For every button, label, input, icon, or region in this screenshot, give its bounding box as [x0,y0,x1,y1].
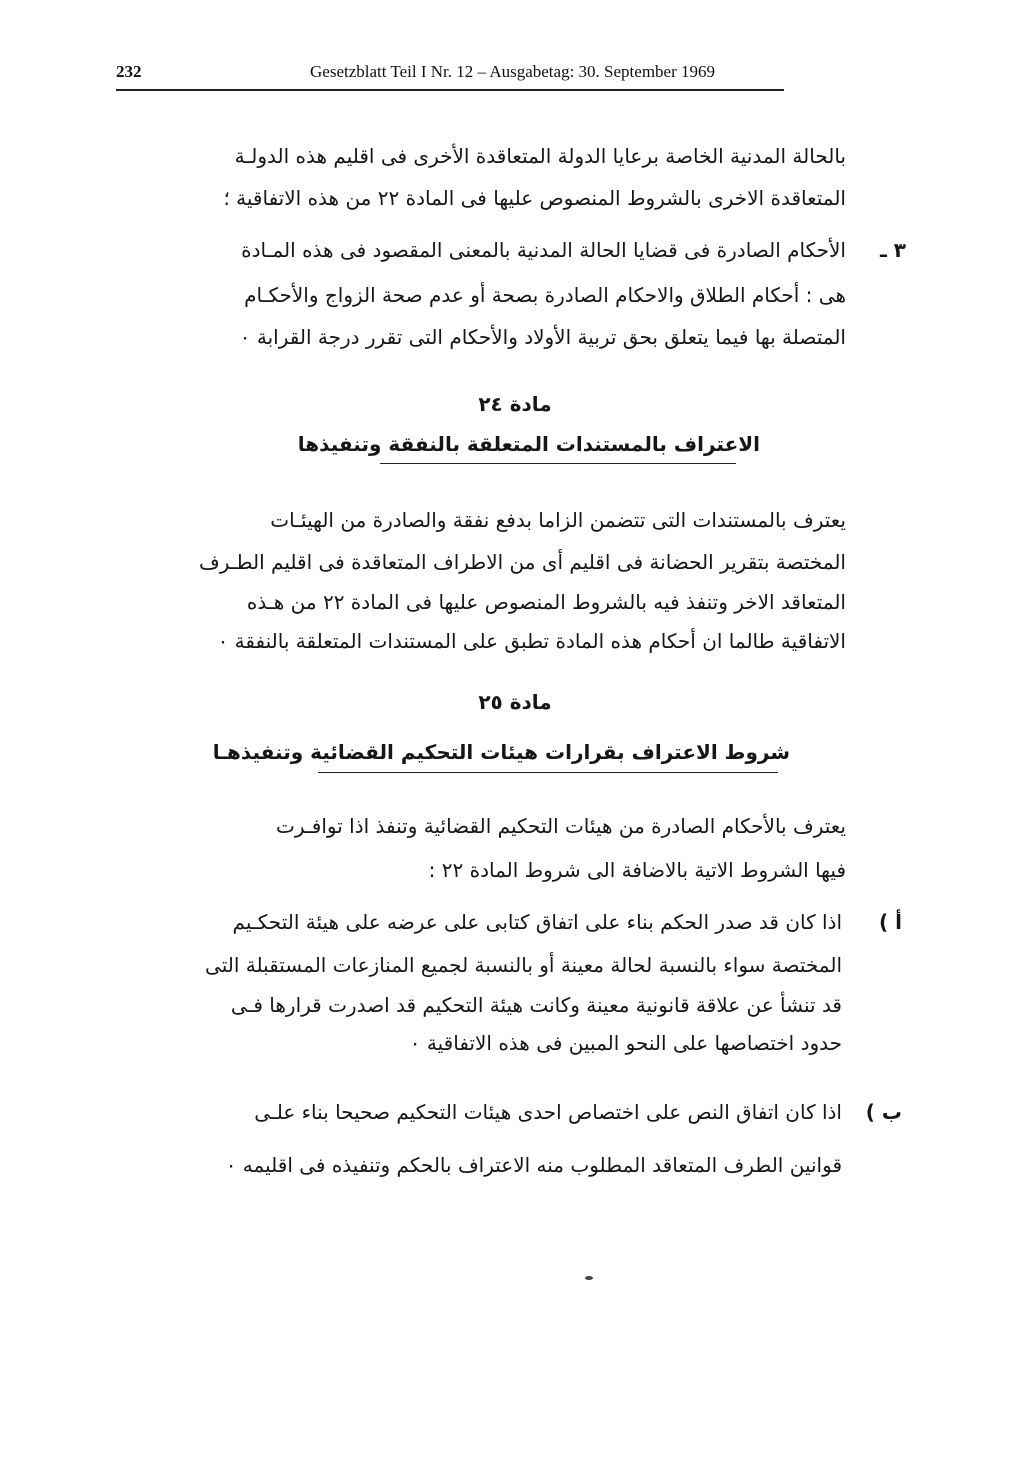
item-a-line-4: حدود اختصاصها على النحو المبين فى هذه الاتفاقية ٠ [409,1031,842,1055]
item-3-line-1: الأحكام الصادرة فى قضايا الحالة المدنية بالمعنى المقصود فى هذه المـادة [241,238,846,262]
article-25-title: شروط الاعتراف بقرارات هيئات التحكيم القضائية وتنفيذهـا [212,740,790,764]
item-b-marker: ب ) [865,1100,902,1124]
header-divider [116,89,784,91]
item-3-marker: ٣ ـ [879,238,906,262]
item-b-line-2: قوانين الطرف المتعاقد المطلوب منه الاعتراف بالحكم وتنفيذه فى اقليمه ٠ [225,1153,842,1177]
article-25-intro-line-1: يعترف بالأحكام الصادرة من هيئات التحكيم القضائية وتنفذ اذا توافـرت [276,814,846,838]
item-3-line-2: هى : أحكام الطلاق والاحكام الصادرة بصحة أو عدم صحة الزواج والأحكـام [244,283,846,307]
item-3-line-3: المتصلة بها فيما يتعلق بحق تربية الأولاد والأحكام التى تقرر درجة القرابة ٠ [239,325,846,349]
article-24-number: مادة ٢٤ [478,392,552,416]
article-25-number: مادة ٢٥ [478,690,552,714]
scan-speck [585,1276,593,1280]
page-header [116,58,784,88]
article-24-title: الاعتراف بالمستندات المتعلقة بالنفقة وتنفيذها [297,432,760,456]
item-a-line-1: اذا كان قد صدر الحكم بناء على اتفاق كتابى على عرضه على هيئة التحكـيم [232,910,842,934]
item-a-marker: أ ) [879,910,902,934]
item-a-line-2: المختصة سواء بالنسبة لحالة معينة أو بالنسبة لجميع المنازعات المستقبلة التى [205,953,842,977]
item-a-line-3: قد تنشأ عن علاقة قانونية معينة وكانت هيئة التحكيم قد اصدرت قرارها فـى [230,993,842,1017]
intro-line-2: المتعاقدة الاخرى بالشروط المنصوص عليها فى المادة ٢٢ من هذه الاتفاقية ؛ [223,186,846,210]
article-24-line-1: يعترف بالمستندات التى تتضمن الزاما بدفع نفقة والصادرة من الهيئـات [270,508,846,532]
item-b-line-1: اذا كان اتفاق النص على اختصاص احدى هيئات التحكيم صحيحا بناء علـى [254,1100,842,1124]
article-24-line-3: المتعاقد الاخر وتنفذ فيه بالشروط المنصوص عليها فى المادة ٢٢ من هـذه [246,590,846,614]
article-24-title-underline [380,463,736,464]
page-number: 232 [116,62,142,81]
article-24-line-2: المختصة بتقرير الحضانة فى اقليم أى من الاطراف المتعاقدة فى اقليم الطـرف [199,550,846,574]
header-title: Gesetzblatt Teil I Nr. 12 – Ausgabetag: 30. September 1969 [310,62,715,81]
intro-line-1: بالحالة المدنية الخاصة برعايا الدولة المتعاقدة الأخرى فى اقليم هذه الدولـة [234,144,846,168]
article-24-line-4: الاتفاقية طالما ان أحكام هذه المادة تطبق على المستندات المتعلقة بالنفقة ٠ [217,629,846,653]
article-25-intro-line-2: فيها الشروط الاتية بالاضافة الى شروط المادة ٢٢ : [428,858,846,882]
article-25-title-underline [318,772,778,773]
